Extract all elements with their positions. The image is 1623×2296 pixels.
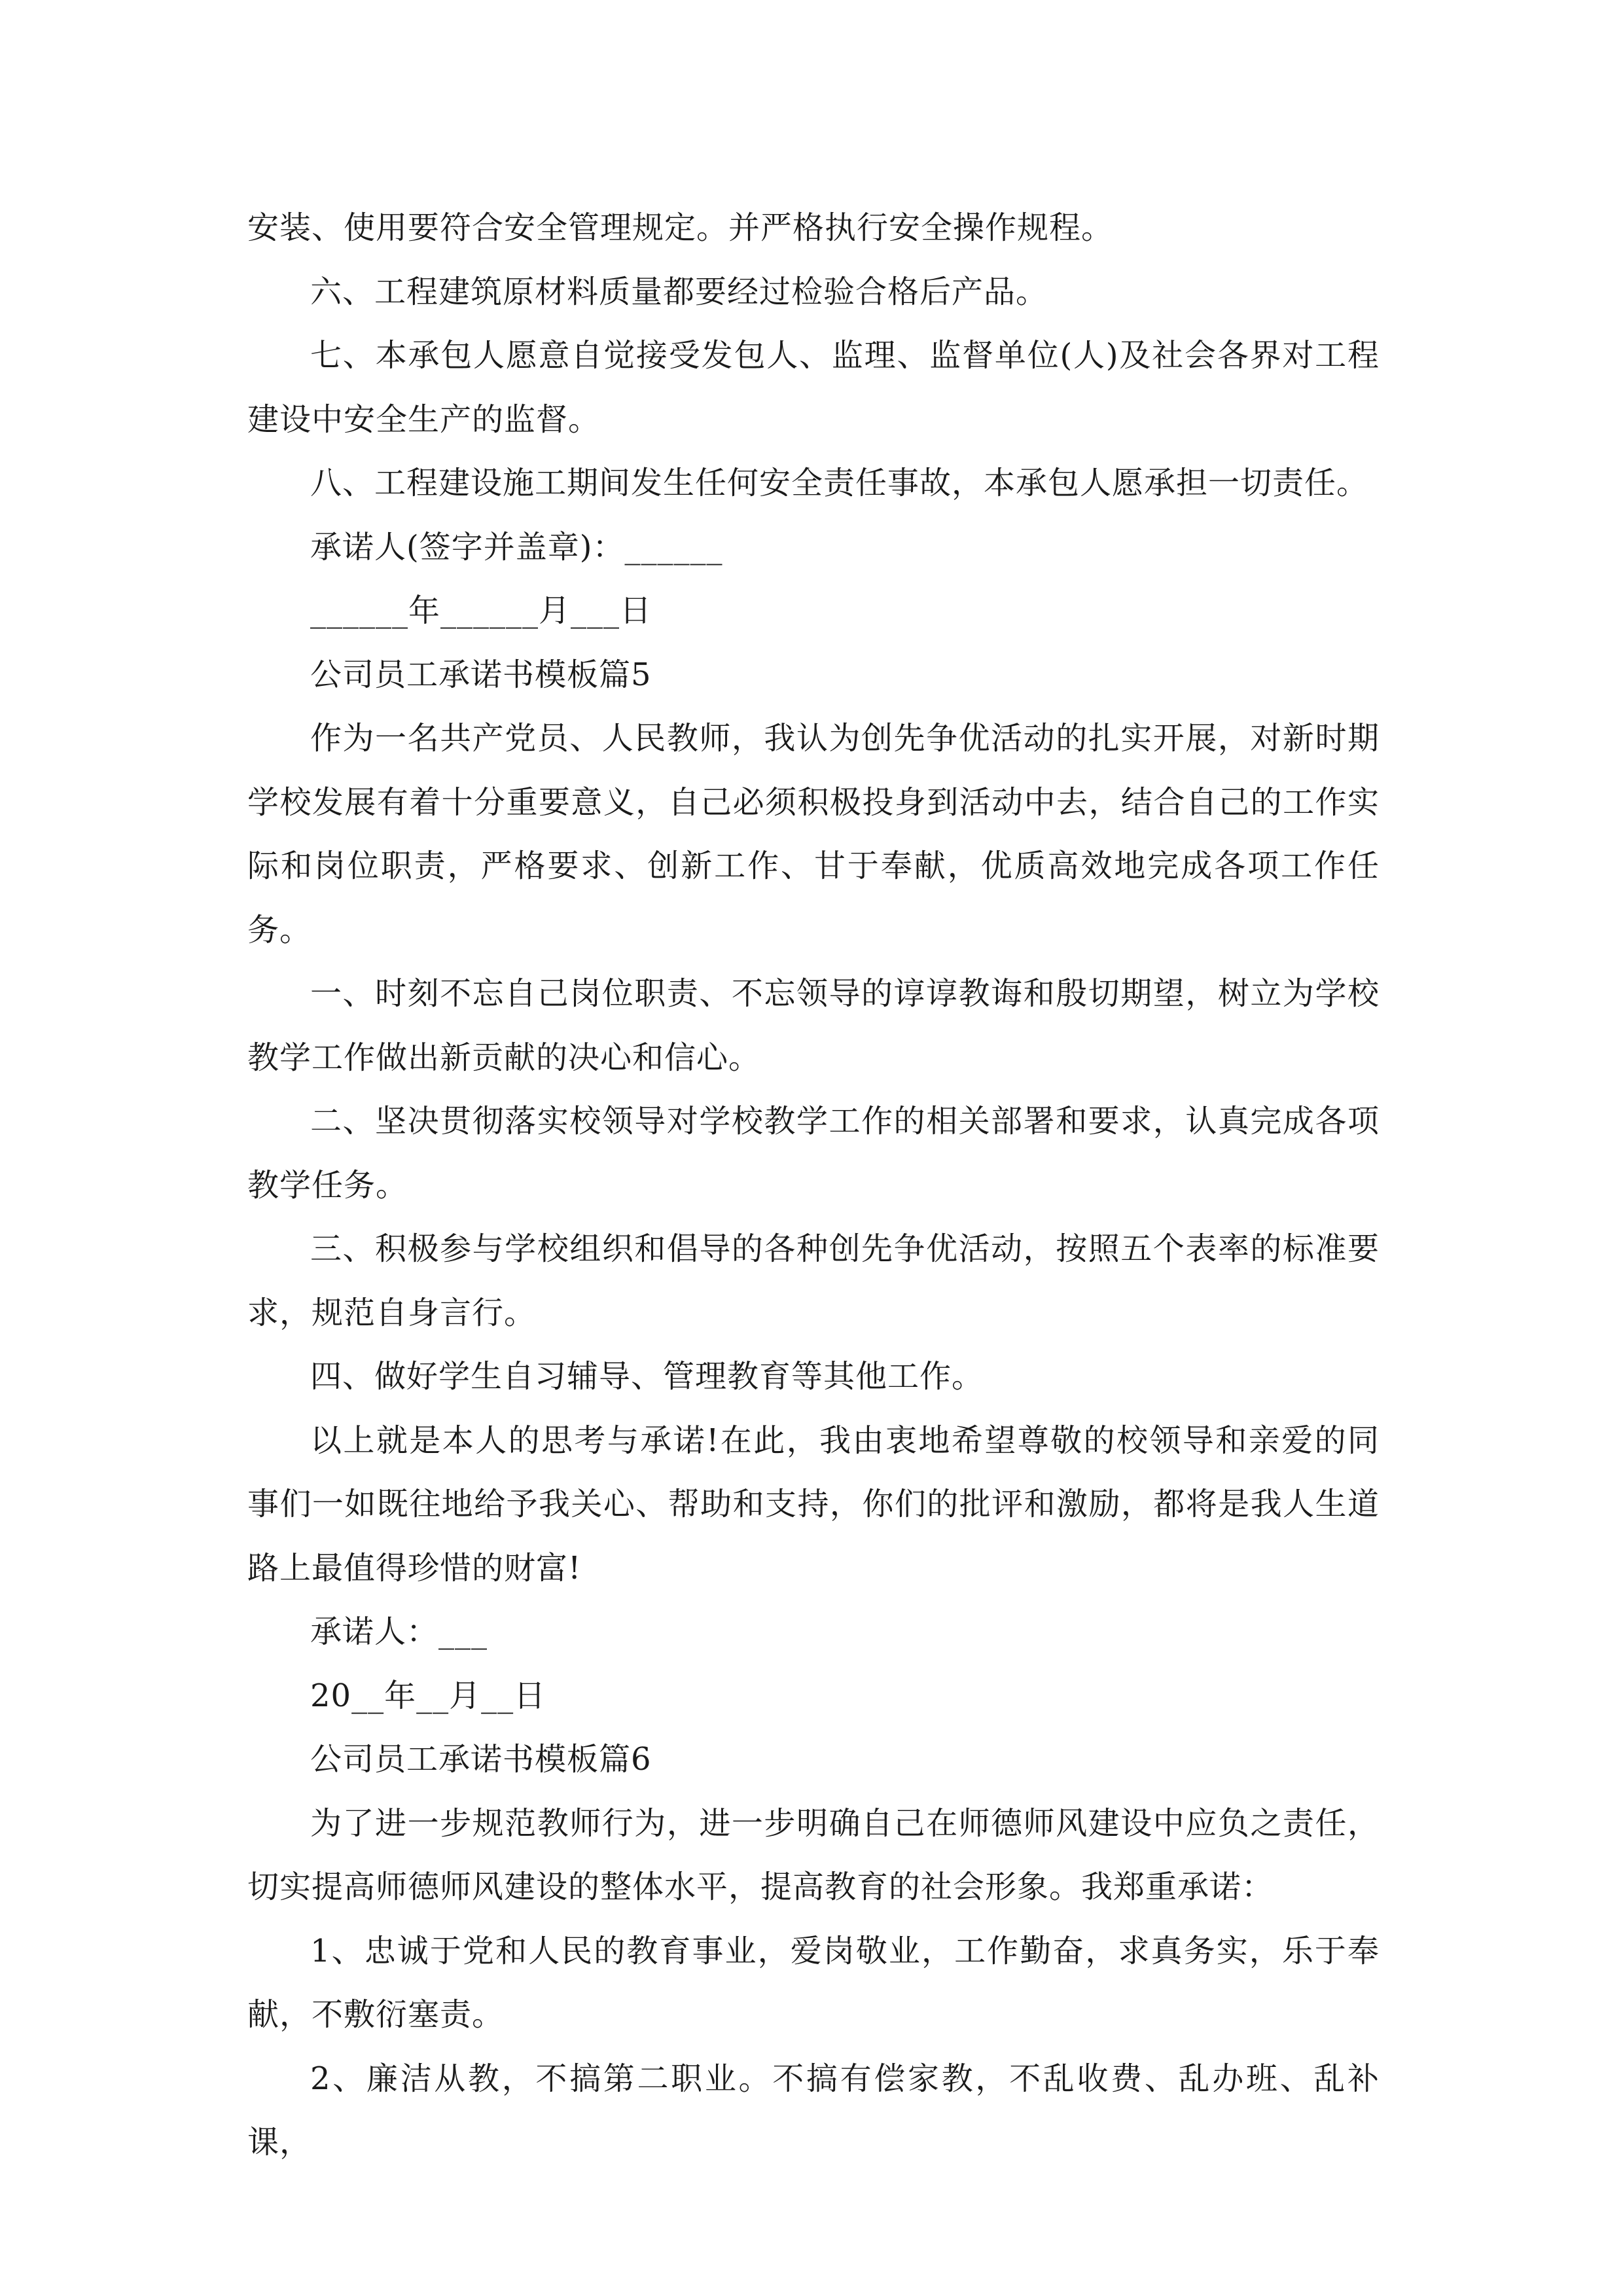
section-heading: 公司员工承诺书模板篇5 xyxy=(310,656,652,693)
date-line: ______年______月___日 xyxy=(310,592,652,629)
paragraph: 三、积极参与学校组织和倡导的各种创先争优活动，按照五个表率的标准要求，规范自身言行。 xyxy=(247,1230,1380,1331)
paragraph: 一、时刻不忘自己岗位职责、不忘领导的谆谆教诲和殷切期望，树立为学校教学工作做出新贡献的决心和信心。 xyxy=(247,975,1380,1076)
paragraph: 以上就是本人的思考与承诺!在此，我由衷地希望尊敬的校领导和亲爱的同事们一如既往地给予我关心、帮助和支持，你们的批评和激励，都将是我人生道路上最值得珍惜的财富! xyxy=(247,1422,1380,1587)
paragraph: 六、工程建筑原材料质量都要经过检验合格后产品。 xyxy=(310,273,1048,310)
document-page xyxy=(247,196,1380,2175)
signature-line: 承诺人：___ xyxy=(310,1613,488,1650)
section-heading: 公司员工承诺书模板篇6 xyxy=(310,1741,652,1778)
paragraph: 1、忠诚于党和人民的教育事业，爱岗敬业，工作勤奋，求真务实，乐于奉献，不敷衍塞责。 xyxy=(247,1932,1380,2033)
paragraph: 为了进一步规范教师行为，进一步明确自己在师德师风建设中应负之责任，切实提高师德师风建设的整体水平，提高教育的社会形象。我郑重承诺： xyxy=(247,1804,1380,1905)
date-line: 20__年__月__日 xyxy=(310,1677,546,1714)
paragraph: 二、坚决贯彻落实校领导对学校教学工作的相关部署和要求，认真完成各项教学任务。 xyxy=(247,1103,1380,1204)
paragraph: 四、做好学生自习辅导、管理教育等其他工作。 xyxy=(310,1358,984,1395)
signature-line: 承诺人(签字并盖章)：______ xyxy=(310,528,723,565)
paragraph: 七、本承包人愿意自觉接受发包人、监理、监督单位(人)及社会各界对工程建设中安全生产的监督。 xyxy=(247,337,1380,438)
paragraph: 八、工程建设施工期间发生任何安全责任事故，本承包人愿承担一切责任。 xyxy=(310,465,1369,501)
paragraph: 作为一名共产党员、人民教师，我认为创先争优活动的扎实开展，对新时期学校发展有着十分重要意义，自己必须积极投身到活动中去，结合自己的工作实际和岗位职责，严格要求、创新工作、甘于奉献，优质高效地完成各项工作任务。 xyxy=(247,720,1380,948)
paragraph: 安装、使用要符合安全管理规定。并严格执行安全操作规程。 xyxy=(247,209,1114,246)
paragraph: 2、廉洁从教，不搞第二职业。不搞有偿家教，不乱收费、乱办班、乱补课， xyxy=(247,2060,1380,2161)
